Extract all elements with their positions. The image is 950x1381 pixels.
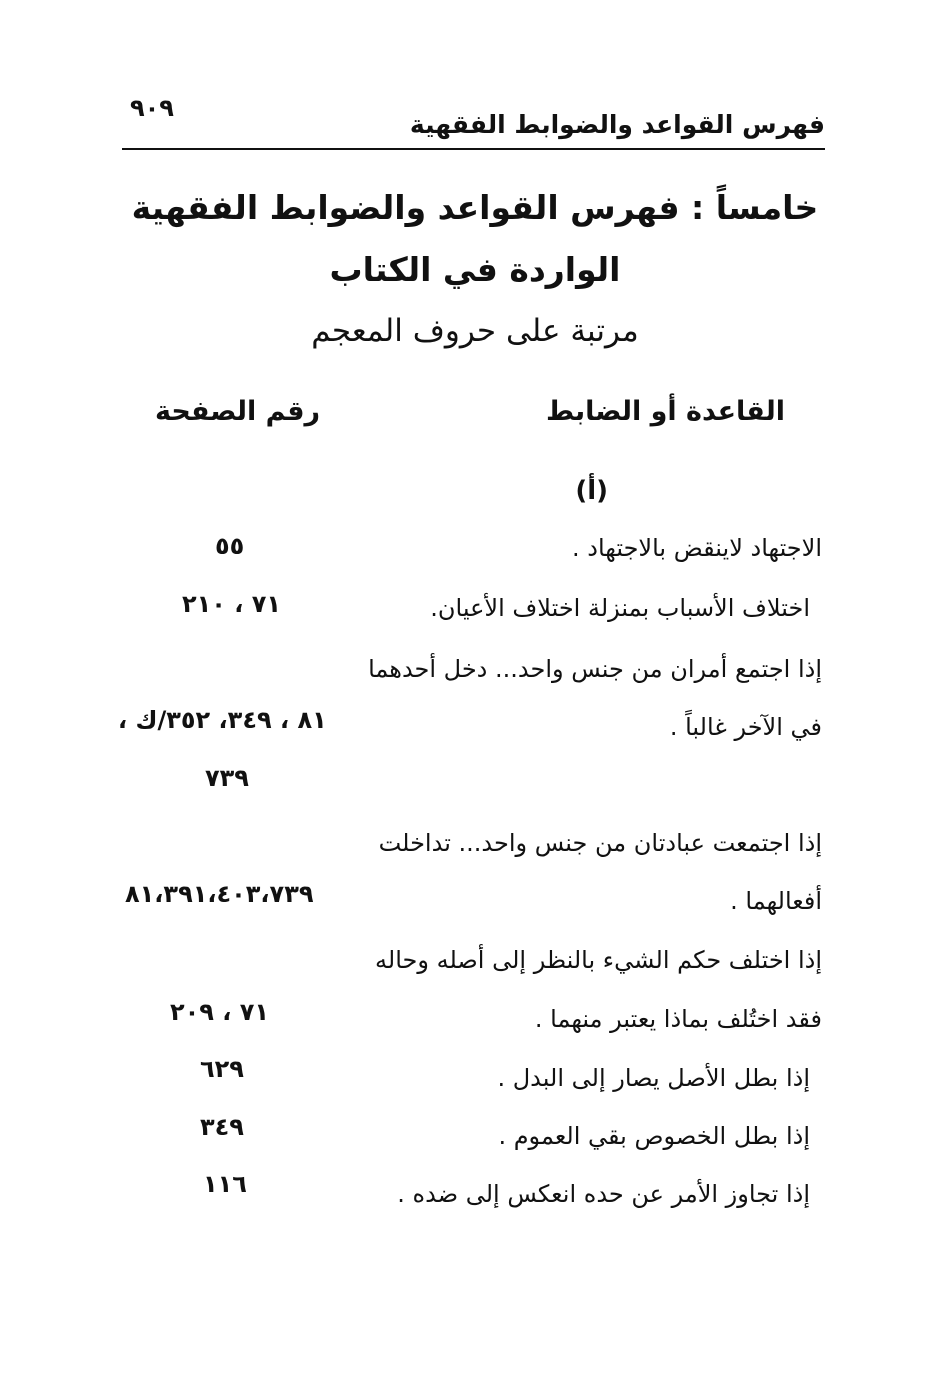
rule-text: الاجتهاد لاينقض بالاجتهاد .	[572, 534, 822, 562]
rule-pages: ٧٣٩	[205, 764, 249, 792]
rule-pages: ٨١ ، ٣٤٩، ٣٥٢/ك ،	[118, 706, 327, 734]
running-title: فهرس القواعد والضوابط الفقهية	[409, 110, 825, 139]
rule-pages: ٧١ ، ٢٠٩	[170, 998, 270, 1026]
index-title-line-2: الواردة في الكتاب	[329, 250, 621, 289]
section-letter: (أ)	[575, 476, 608, 506]
rule-text: فقد اختُلف بماذا يعتبر منهما .	[534, 1005, 822, 1033]
rule-text: اختلاف الأسباب بمنزلة اختلاف الأعيان.	[430, 594, 810, 622]
rule-pages: ٣٤٩	[200, 1113, 244, 1141]
rule-pages: ٧١ ، ٢١٠	[182, 590, 282, 618]
rule-text: أفعالهما .	[730, 887, 822, 915]
rule-text: إذا بطل الخصوص بقي العموم .	[498, 1122, 810, 1150]
index-title-line-1: خامساً : فهرس القواعد والضوابط الفقهية	[131, 188, 819, 227]
rule-text: إذا تجاوز الأمر عن حده انعكس إلى ضده .	[397, 1180, 810, 1208]
rule-text: في الآخر غالباً .	[669, 713, 822, 741]
rule-column-header: القاعدة أو الضابط	[546, 396, 785, 427]
page-number: ٩٠٩	[130, 94, 174, 122]
page-column-header: رقم الصفحة	[155, 396, 321, 427]
running-header	[122, 92, 825, 150]
rule-text: إذا بطل الأصل يصار إلى البدل .	[497, 1064, 810, 1092]
rule-pages: ٥٥	[215, 532, 245, 560]
index-subtitle: مرتبة على حروف المعجم	[311, 313, 639, 349]
rule-pages: ٨١،٣٩١،٤٠٣،٧٣٩	[125, 880, 314, 908]
rule-text: إذا اجتمع أمران من جنس واحد... دخل أحدهما	[368, 655, 822, 683]
rule-pages: ٦٢٩	[200, 1055, 244, 1083]
rule-pages: ١١٦	[203, 1170, 247, 1198]
rule-text: إذا اختلف حكم الشيء بالنظر إلى أصله وحاله	[375, 946, 822, 974]
rule-text: إذا اجتمعت عبادتان من جنس واحد... تداخلت	[378, 829, 822, 857]
